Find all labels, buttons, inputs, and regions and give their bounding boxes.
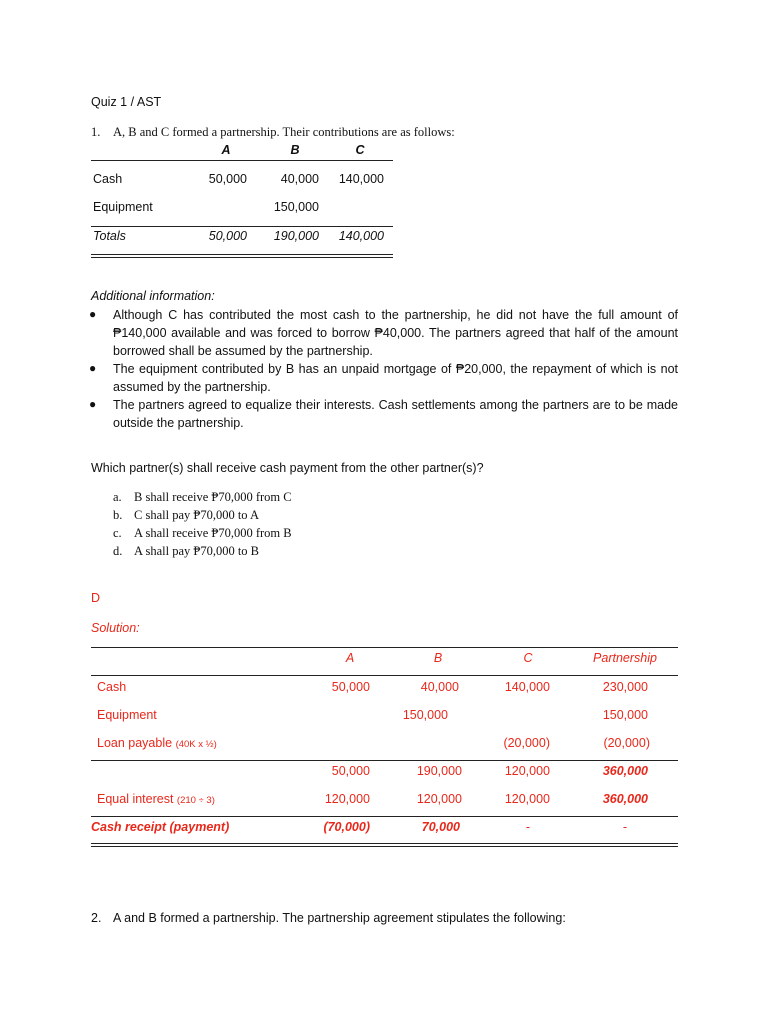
sol-equal-c: 120,000 <box>504 792 550 806</box>
choice-b-letter: b. <box>113 508 123 522</box>
sol-receipt-p: - <box>622 820 628 834</box>
sol-equal-label: Equal interest <box>97 792 174 806</box>
totals-double-rule-2 <box>91 257 393 258</box>
sol-cash-c: 140,000 <box>504 680 550 694</box>
q1-question: Which partner(s) shall receive cash payment from the other partner(s)? <box>91 461 484 475</box>
sol-cash-a: 50,000 <box>331 680 370 694</box>
sol-header-b: B <box>433 651 443 665</box>
totals-c: 140,000 <box>338 229 384 243</box>
sol-equal-p: 360,000 <box>602 792 648 806</box>
sol-sub-b: 190,000 <box>416 764 462 778</box>
sol-cash-receipt-rule <box>91 816 678 817</box>
totals-b: 190,000 <box>273 229 319 243</box>
choice-d-text: A shall pay ₱70,000 to B <box>134 544 260 558</box>
sol-sub-p: 360,000 <box>602 764 648 778</box>
sol-sub-a: 50,000 <box>331 764 370 778</box>
col-header-a: A <box>221 143 231 157</box>
table-top-rule <box>91 160 393 161</box>
choice-a-letter: a. <box>113 490 122 504</box>
q1-prompt: A, B and C formed a partnership. Their contributions are as follows: <box>113 125 455 139</box>
sol-receipt-b: 70,000 <box>421 820 460 834</box>
sol-double-rule-2 <box>91 846 678 847</box>
q2-prompt: A and B formed a partnership. The partnership agreement stipulates the following: <box>113 911 566 925</box>
quiz-title: Quiz 1 / AST <box>91 95 162 109</box>
sol-header-c: C <box>523 651 533 665</box>
sol-label-cash-receipt: Cash receipt (payment) <box>91 820 230 834</box>
col-header-b: B <box>290 143 300 157</box>
bullet-3: The partners agreed to equalize their interests. Cash settlements among the partners are to be made outside the partnership. <box>113 398 678 430</box>
col-header-c: C <box>355 143 365 157</box>
sol-label-loan <box>97 736 217 750</box>
cash-b: 40,000 <box>280 172 319 186</box>
choice-a-text: B shall receive ₱70,000 from C <box>134 490 292 504</box>
row-label-equipment: Equipment <box>93 200 153 214</box>
sol-header-partnership: Partnership <box>593 651 657 665</box>
bullet-icon: ● <box>89 307 97 321</box>
sol-label-equal <box>97 792 215 806</box>
sol-equal-note: (210 ÷ 3) <box>176 795 215 806</box>
q1-number: 1. <box>91 125 101 139</box>
choice-c-text: A shall receive ₱70,000 from B <box>134 526 292 540</box>
cash-a: 50,000 <box>208 172 247 186</box>
sol-loan-note: (40K x ½) <box>175 739 217 750</box>
totals-double-rule-1 <box>91 254 393 255</box>
sol-equal-b: 120,000 <box>416 792 462 806</box>
sol-loan-p: (20,000) <box>603 736 650 750</box>
sol-header-rule <box>91 675 678 676</box>
choice-d-letter: d. <box>113 544 123 558</box>
row-label-totals: Totals <box>93 229 126 243</box>
sol-subtotal-rule <box>91 760 678 761</box>
bullet-2: The equipment contributed by B has an unpaid mortgage of ₱20,000, the repayment of which is not assumed by the partnership. <box>113 362 678 394</box>
sol-cash-b: 40,000 <box>420 680 459 694</box>
choice-b-text: C shall pay ₱70,000 to A <box>134 508 260 522</box>
sol-loan-c: (20,000) <box>503 736 550 750</box>
choice-c-letter: c. <box>113 526 122 540</box>
additional-info-label: Additional information: <box>91 289 215 303</box>
bullet-1: Although C has contributed the most cash to the partnership, he did not have the full amount of ₱140,000 available and was forced to borrow ₱40,000. The partners agreed that half of the amount borrowed shall be assumed by the partnership. <box>113 308 678 358</box>
sol-label-cash: Cash <box>97 680 127 694</box>
sol-equipment-p: 150,000 <box>602 708 648 722</box>
totals-top-rule <box>91 226 393 227</box>
sol-double-rule-1 <box>91 843 678 844</box>
sol-receipt-c: - <box>525 820 531 834</box>
sol-header-a: A <box>345 651 355 665</box>
sol-loan-label: Loan payable <box>97 736 173 750</box>
sol-label-equipment: Equipment <box>97 708 157 722</box>
sol-receipt-a: (70,000) <box>323 820 370 834</box>
totals-a: 50,000 <box>208 229 247 243</box>
row-label-cash: Cash <box>93 172 123 186</box>
answer: D <box>91 591 101 605</box>
sol-top-rule <box>91 647 678 648</box>
equipment-b: 150,000 <box>273 200 319 214</box>
cash-c: 140,000 <box>338 172 384 186</box>
sol-equipment-b: 150,000 <box>402 708 448 722</box>
sol-cash-p: 230,000 <box>602 680 648 694</box>
bullet-icon: ● <box>89 397 97 411</box>
sol-sub-c: 120,000 <box>504 764 550 778</box>
solution-label: Solution: <box>91 621 140 635</box>
q2-number: 2. <box>91 911 102 925</box>
bullet-icon: ● <box>89 361 97 375</box>
sol-equal-a: 120,000 <box>324 792 370 806</box>
